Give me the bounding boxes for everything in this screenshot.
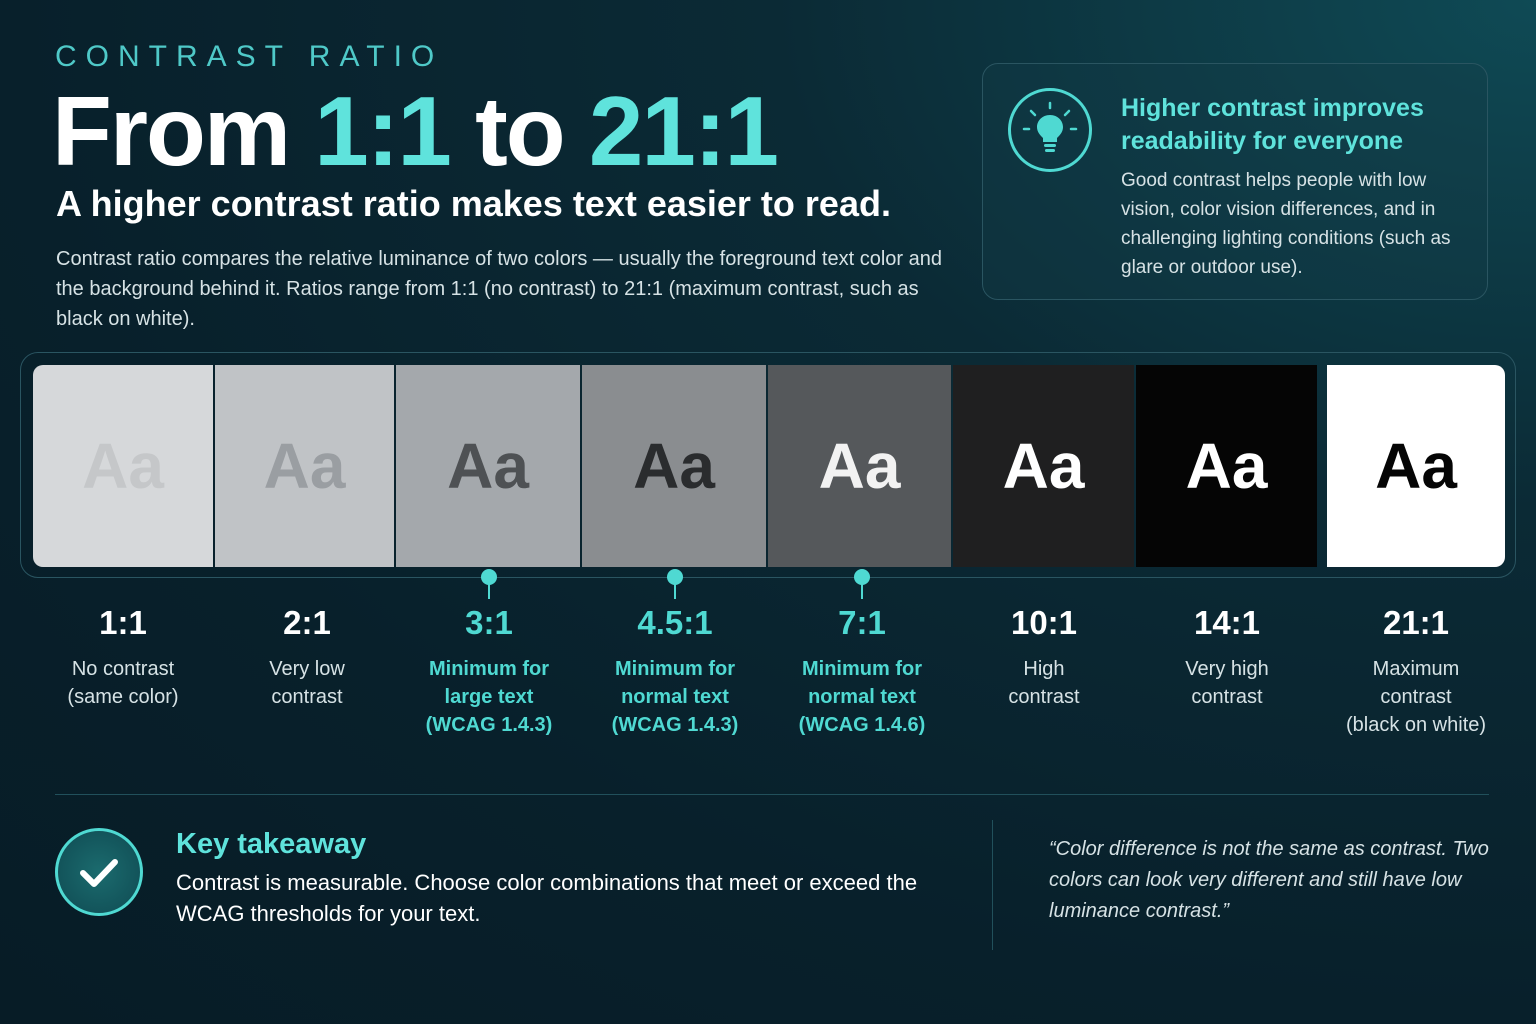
section-divider	[55, 794, 1489, 795]
subheadline: A higher contrast ratio makes text easier to read.	[56, 183, 891, 224]
eyebrow-label: CONTRAST RATIO	[55, 40, 444, 73]
takeaway-title: Key takeaway	[176, 828, 367, 860]
ratio-label: 1:1	[99, 604, 147, 641]
wcag-marker-3-1	[479, 567, 499, 603]
swatch-sample: Aa	[818, 430, 901, 502]
swatch-14-1	[1136, 365, 1317, 567]
swatch-sample: Aa	[1375, 430, 1457, 502]
takeaway-text: Contrast is measurable. Choose color combinations that meet or exceed the WCAG thresholds for your text.	[176, 870, 918, 926]
swatch-sample: Aa	[633, 430, 715, 502]
info-card-title: Higher contrast improves readability for everyone	[1121, 94, 1424, 155]
swatch-3-1	[396, 365, 580, 567]
headline-ratio-max: 21:1	[588, 76, 777, 186]
ratio-label: 7:1	[838, 604, 886, 641]
headline-mid: to	[449, 76, 589, 186]
ratio-description: High contrast	[1008, 658, 1080, 708]
lightbulb-icon	[1008, 88, 1092, 172]
ratio-description: Very low contrast	[269, 658, 345, 708]
headline	[52, 78, 777, 186]
ratio-description: Minimum for normal text (WCAG 1.4.6)	[798, 658, 926, 736]
wcag-marker-4-5-1	[665, 567, 685, 603]
vertical-divider	[992, 820, 993, 950]
swatch-sample: Aa	[82, 430, 164, 502]
ratio-description: Minimum for normal text (WCAG 1.4.3)	[611, 658, 739, 736]
ratio-label: 14:1	[1193, 604, 1261, 641]
swatch-10-1	[953, 365, 1134, 567]
headline-pre: From	[52, 76, 315, 186]
headline-ratio-min: 1:1	[314, 76, 450, 186]
swatch-4-5-1	[582, 365, 766, 567]
swatch-7-1	[768, 365, 951, 567]
quote-text: “Color difference is not the same as contrast. Two colors can look very different and still have low luminance contrast.”	[1049, 838, 1489, 922]
wcag-marker-7-1	[852, 567, 872, 603]
swatch-sample: Aa	[1002, 430, 1085, 502]
ratio-label: 21:1	[1382, 604, 1450, 641]
swatch-21-1	[1327, 365, 1505, 567]
intro-paragraph: Contrast ratio compares the relative luminance of two colors — usually the foreground text color and the background behind it. Ratios range from 1:1 (no contrast) to 21:1 (maximum contrast, such as black on white).	[56, 248, 942, 330]
ratio-description: Maximum contrast (black on white)	[1345, 658, 1487, 736]
swatch-sample: Aa	[263, 430, 346, 502]
info-card-text: Good contrast helps people with low vision, color vision differences, and in challenging lighting conditions (such as glare or outdoor use).	[1121, 170, 1451, 278]
ratio-description: Minimum for large text (WCAG 1.4.3)	[425, 658, 553, 736]
swatch-2-1	[215, 365, 394, 567]
ratio-label: 3:1	[465, 604, 513, 641]
swatch-sample: Aa	[447, 430, 529, 502]
ratio-label: 4.5:1	[637, 604, 713, 641]
swatch-1-1	[33, 365, 213, 567]
checkmark-icon	[55, 828, 143, 916]
swatch-sample: Aa	[1185, 430, 1268, 502]
ratio-description: Very high contrast	[1185, 658, 1269, 708]
ratio-label: 2:1	[283, 604, 331, 641]
ratio-label: 10:1	[1010, 604, 1078, 641]
ratio-description: No contrast (same color)	[67, 658, 179, 708]
